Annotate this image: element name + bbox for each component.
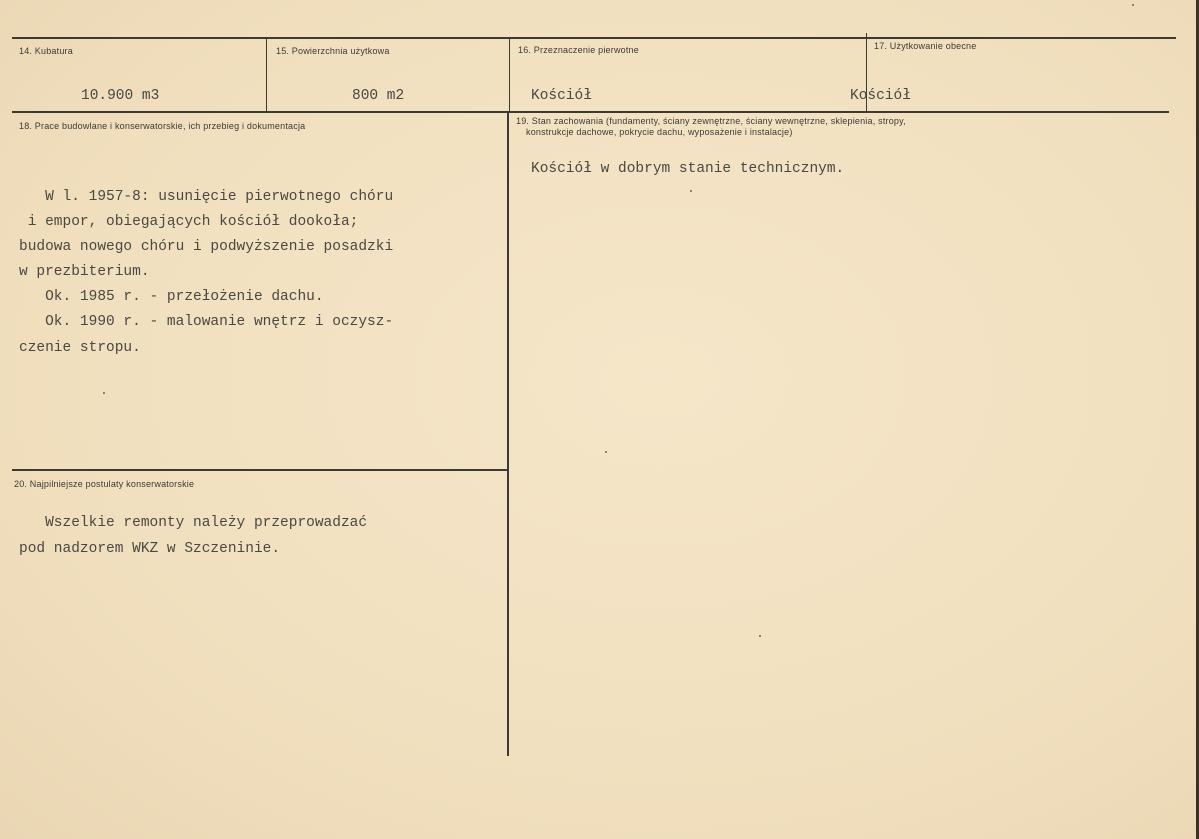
field-18-label: 18. Prace budowlane i konserwatorskie, ich przebieg i dokumentacja [19, 121, 306, 131]
divider-15-16 [509, 38, 510, 112]
paper-speck [605, 451, 607, 453]
paper-speck [690, 190, 692, 192]
divider-14-15 [266, 38, 267, 112]
field-18-line: Ok. 1985 r. - przełożenie dachu. [19, 289, 324, 305]
main-vertical-divider [507, 112, 509, 756]
section-20-rule [12, 469, 508, 471]
field-17-label: 17. Użytkowanie obecne [874, 41, 977, 51]
field-19-label-line2: konstrukcje dachowe, pokrycie dachu, wyposażenie i instalacje) [526, 127, 793, 137]
field-18-line: Ok. 1990 r. - malowanie wnętrz i oczysz- [19, 314, 394, 330]
paper-speck [759, 635, 761, 637]
top-rule [12, 37, 1176, 39]
paper-speck [1132, 4, 1134, 6]
field-18-line: czenie stropu. [19, 340, 141, 356]
field-20-line: Wszelkie remonty należy przeprowadzać [19, 515, 368, 531]
field-15-value: 800 m2 [352, 88, 405, 104]
field-18-line: w prezbiterium. [19, 264, 150, 280]
field-18-line: budowa nowego chóru i podwyższenie posadzki [19, 239, 394, 255]
paper-speck [103, 392, 105, 394]
field-19-label-line1: 19. Stan zachowania (fundamenty, ściany zewnętrzne, ściany wewnętrzne, sklepienia, stropy, [516, 116, 906, 126]
field-16-value: Kościół [531, 88, 592, 104]
upper-row-rule [12, 111, 1169, 113]
field-14-label: 14. Kubatura [19, 46, 73, 56]
field-14-value: 10.900 m3 [81, 88, 160, 104]
field-20-label: 20. Najpilniejsze postulaty konserwatorskie [14, 479, 195, 489]
field-18-line: i empor, obiegających kościół dookoła; [19, 214, 359, 230]
field-16-label: 16. Przeznaczenie pierwotne [518, 45, 639, 55]
field-19-value: Kościół w dobrym stanie technicznym. [531, 161, 845, 177]
field-18-line: W l. 1957-8: usunięcie pierwotnego chóru [19, 189, 394, 205]
field-17-value: Kościół [850, 88, 911, 104]
field-20-line: pod nadzorem WKZ w Szczeninie. [19, 541, 281, 557]
field-15-label: 15. Powierzchnia użytkowa [276, 46, 390, 56]
